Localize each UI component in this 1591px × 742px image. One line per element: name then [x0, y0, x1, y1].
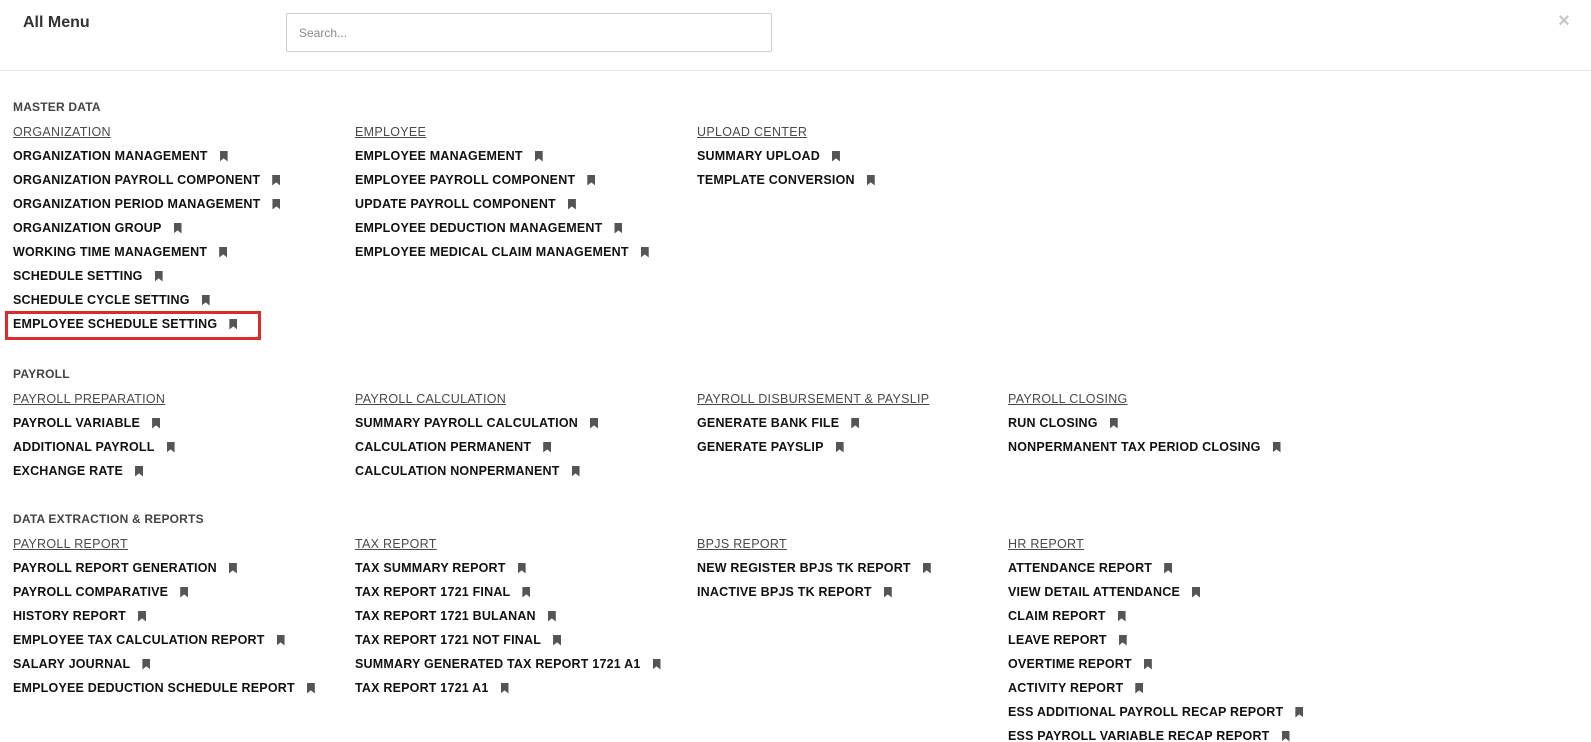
menu-item-template-conversion[interactable]: [697, 168, 1027, 192]
menu-item-label[interactable]: EMPLOYEE SCHEDULE SETTING: [13, 317, 218, 331]
bookmark-icon[interactable]: [138, 611, 146, 622]
menu-item-employee-management[interactable]: [355, 144, 685, 168]
menu-item-label[interactable]: TAX SUMMARY REPORT: [355, 561, 506, 575]
menu-item-employee-medical-claim-management[interactable]: [355, 240, 685, 264]
menu-item-label[interactable]: TAX REPORT 1721 A1: [355, 681, 489, 695]
category-link-payroll-calculation[interactable]: PAYROLL CALCULATION: [355, 392, 507, 406]
bookmark-icon[interactable]: [832, 151, 840, 162]
menu-item-payroll-variable[interactable]: [13, 411, 343, 435]
menu-item-label[interactable]: ADDITIONAL PAYROLL: [13, 440, 155, 454]
menu-item-label[interactable]: GENERATE PAYSLIP: [697, 440, 824, 454]
bookmark-icon[interactable]: [152, 418, 160, 429]
category-link-payroll-report[interactable]: PAYROLL REPORT: [13, 537, 128, 551]
category-link-employee[interactable]: EMPLOYEE: [355, 125, 427, 139]
bookmark-icon[interactable]: [1110, 418, 1118, 429]
menu-item-employee-payroll-component[interactable]: [355, 168, 685, 192]
menu-item-label[interactable]: SCHEDULE SETTING: [13, 269, 143, 283]
bookmark-icon[interactable]: [1282, 731, 1290, 742]
menu-item-label[interactable]: ORGANIZATION MANAGEMENT: [13, 149, 208, 163]
menu-item-inactive-bpjs-tk-report[interactable]: [697, 580, 1027, 604]
bookmark-icon[interactable]: [219, 247, 227, 258]
category-link-tax-report[interactable]: TAX REPORT: [355, 537, 437, 551]
menu-item-activity-report[interactable]: [1008, 676, 1338, 700]
bookmark-icon[interactable]: [590, 418, 598, 429]
section-title-payroll: PAYROLL: [13, 367, 70, 381]
menu-item-tax-report-1721-a1[interactable]: [355, 676, 685, 700]
menu-item-summary-generated-tax-report-1721-a1[interactable]: [355, 652, 685, 676]
bookmark-icon[interactable]: [1118, 611, 1126, 622]
bookmark-icon[interactable]: [1273, 442, 1281, 453]
menu-item-label[interactable]: GENERATE BANK FILE: [697, 416, 840, 430]
menu-column-payroll-report: [13, 532, 343, 700]
menu-item-summary-payroll-calculation[interactable]: [355, 411, 685, 435]
menu-item-ess-additional-payroll-recap-report[interactable]: [1008, 700, 1338, 724]
menu-item-label[interactable]: ORGANIZATION GROUP: [13, 221, 162, 235]
menu-item-summary-upload[interactable]: [697, 144, 1027, 168]
bookmark-icon[interactable]: [653, 659, 661, 670]
menu-item-employee-deduction-management[interactable]: [355, 216, 685, 240]
bookmark-icon[interactable]: [884, 587, 892, 598]
menu-item-ess-payroll-variable-recap-report[interactable]: [1008, 724, 1338, 742]
bookmark-icon[interactable]: [501, 683, 509, 694]
bookmark-icon[interactable]: [535, 151, 543, 162]
bookmark-icon[interactable]: [572, 466, 580, 477]
menu-item-schedule-setting[interactable]: [13, 264, 343, 288]
bookmark-icon[interactable]: [1192, 587, 1200, 598]
menu-item-label[interactable]: VIEW DETAIL ATTENDANCE: [1008, 585, 1180, 599]
bookmark-icon[interactable]: [614, 223, 622, 234]
menu-item-label[interactable]: TAX REPORT 1721 BULANAN: [355, 609, 536, 623]
close-icon[interactable]: ×: [1558, 10, 1570, 32]
bookmark-icon[interactable]: [522, 587, 530, 598]
bookmark-icon[interactable]: [923, 563, 931, 574]
menu-item-label[interactable]: ACTIVITY REPORT: [1008, 681, 1124, 695]
menu-item-label[interactable]: ATTENDANCE REPORT: [1008, 561, 1153, 575]
menu-item-nonpermanent-tax-period-closing[interactable]: [1008, 435, 1338, 459]
menu-item-label[interactable]: EMPLOYEE PAYROLL COMPONENT: [355, 173, 576, 187]
menu-item-employee-deduction-schedule-report[interactable]: [13, 676, 343, 700]
bookmark-icon[interactable]: [553, 635, 561, 646]
menu-item-label[interactable]: TEMPLATE CONVERSION: [697, 173, 855, 187]
menu-item-label[interactable]: OVERTIME REPORT: [1008, 657, 1132, 671]
menu-item-label[interactable]: SUMMARY UPLOAD: [697, 149, 820, 163]
menu-item-tax-summary-report[interactable]: [355, 556, 685, 580]
bookmark-icon[interactable]: [220, 151, 228, 162]
bookmark-icon[interactable]: [1295, 707, 1303, 718]
menu-item-label[interactable]: ORGANIZATION PERIOD MANAGEMENT: [13, 197, 261, 211]
bookmark-icon[interactable]: [836, 442, 844, 453]
menu-item-organization-group[interactable]: [13, 216, 343, 240]
category-link-payroll-disbursement-payslip[interactable]: PAYROLL DISBURSEMENT & PAYSLIP: [697, 392, 930, 406]
category-link-organization[interactable]: ORGANIZATION: [13, 125, 111, 139]
menu-item-label[interactable]: INACTIVE BPJS TK REPORT: [697, 585, 872, 599]
category-link-upload-center[interactable]: UPLOAD CENTER: [697, 125, 808, 139]
menu-item-label[interactable]: SUMMARY PAYROLL CALCULATION: [355, 416, 578, 430]
menu-item-payroll-comparative[interactable]: [13, 580, 343, 604]
menu-item-label[interactable]: ORGANIZATION PAYROLL COMPONENT: [13, 173, 261, 187]
bookmark-icon[interactable]: [272, 199, 280, 210]
bookmark-icon[interactable]: [155, 271, 163, 282]
menu-column-bpjs-report: [697, 532, 1027, 604]
menu-column-payroll-closing: [1008, 387, 1338, 459]
menu-item-tax-report-1721-bulanan[interactable]: [355, 604, 685, 628]
bookmark-icon[interactable]: [174, 223, 182, 234]
menu-column-employee: [355, 120, 685, 264]
menu-item-label[interactable]: WORKING TIME MANAGEMENT: [13, 245, 208, 259]
menu-item-label[interactable]: NONPERMANENT TAX PERIOD CLOSING: [1008, 440, 1261, 454]
menu-item-label[interactable]: SALARY JOURNAL: [13, 657, 131, 671]
menu-item-label[interactable]: TAX REPORT 1721 FINAL: [355, 585, 511, 599]
menu-column-tax-report: [355, 532, 685, 700]
bookmark-icon[interactable]: [1144, 659, 1152, 670]
menu-item-calculation-permanent[interactable]: [355, 435, 685, 459]
menu-item-employee-schedule-setting[interactable]: [13, 312, 343, 336]
menu-item-label[interactable]: EMPLOYEE TAX CALCULATION REPORT: [13, 633, 265, 647]
section-title-reports: DATA EXTRACTION & REPORTS: [13, 512, 204, 526]
menu-item-tax-report-1721-final[interactable]: [355, 580, 685, 604]
bookmark-icon[interactable]: [277, 635, 285, 646]
bookmark-icon[interactable]: [180, 587, 188, 598]
bookmark-icon[interactable]: [518, 563, 526, 574]
menu-item-employee-tax-calculation-report[interactable]: [13, 628, 343, 652]
menu-item-label[interactable]: CALCULATION PERMANENT: [355, 440, 532, 454]
bookmark-icon[interactable]: [167, 442, 175, 453]
menu-item-generate-bank-file[interactable]: [697, 411, 1027, 435]
menu-item-label[interactable]: SUMMARY GENERATED TAX REPORT 1721 A1: [355, 657, 641, 671]
menu-header: [0, 0, 1591, 71]
menu-column-payroll-preparation: [13, 387, 343, 483]
menu-item-label[interactable]: PAYROLL COMPARATIVE: [13, 585, 169, 599]
menu-item-label[interactable]: RUN CLOSING: [1008, 416, 1098, 430]
menu-item-new-register-bpjs-tk-report[interactable]: [697, 556, 1027, 580]
menu-item-calculation-nonpermanent[interactable]: [355, 459, 685, 483]
bookmark-icon[interactable]: [568, 199, 576, 210]
menu-item-organization-management[interactable]: [13, 144, 343, 168]
menu-item-label[interactable]: EMPLOYEE MANAGEMENT: [355, 149, 523, 163]
menu-item-claim-report[interactable]: [1008, 604, 1338, 628]
bookmark-icon[interactable]: [641, 247, 649, 258]
menu-column-organization: [13, 120, 343, 336]
bookmark-icon[interactable]: [548, 611, 556, 622]
menu-column-payroll-disbursement: [697, 387, 1027, 459]
menu-item-label[interactable]: PAYROLL VARIABLE: [13, 416, 141, 430]
menu-item-label[interactable]: CLAIM REPORT: [1008, 609, 1106, 623]
menu-item-label[interactable]: HISTORY REPORT: [13, 609, 127, 623]
menu-item-label[interactable]: ESS ADDITIONAL PAYROLL RECAP REPORT: [1008, 705, 1284, 719]
bookmark-icon[interactable]: [135, 466, 143, 477]
menu-item-tax-report-1721-not-final[interactable]: [355, 628, 685, 652]
menu-item-label[interactable]: UPDATE PAYROLL COMPONENT: [355, 197, 556, 211]
category-link-bpjs-report[interactable]: BPJS REPORT: [697, 537, 787, 551]
menu-item-update-payroll-component[interactable]: [355, 192, 685, 216]
menu-item-overtime-report[interactable]: [1008, 652, 1338, 676]
menu-item-run-closing[interactable]: [1008, 411, 1338, 435]
bookmark-icon[interactable]: [543, 442, 551, 453]
menu-item-attendance-report[interactable]: [1008, 556, 1338, 580]
menu-item-label[interactable]: CALCULATION NONPERMANENT: [355, 464, 560, 478]
menu-item-label[interactable]: NEW REGISTER BPJS TK REPORT: [697, 561, 911, 575]
bookmark-icon[interactable]: [851, 418, 859, 429]
section-title-master-data: MASTER DATA: [13, 100, 101, 114]
menu-item-working-time-management[interactable]: [13, 240, 343, 264]
menu-item-additional-payroll[interactable]: [13, 435, 343, 459]
category-link-hr-report[interactable]: HR REPORT: [1008, 537, 1085, 551]
bookmark-icon[interactable]: [1119, 635, 1127, 646]
menu-column-payroll-calculation: [355, 387, 685, 483]
search-input[interactable]: [286, 13, 772, 52]
menu-item-organization-period-management[interactable]: [13, 192, 343, 216]
menu-item-label[interactable]: EMPLOYEE MEDICAL CLAIM MANAGEMENT: [355, 245, 629, 259]
category-link-payroll-closing[interactable]: PAYROLL CLOSING: [1008, 392, 1128, 406]
bookmark-icon[interactable]: [229, 563, 237, 574]
menu-item-label[interactable]: PAYROLL REPORT GENERATION: [13, 561, 217, 575]
menu-item-label[interactable]: EMPLOYEE DEDUCTION MANAGEMENT: [355, 221, 603, 235]
bookmark-icon[interactable]: [1135, 683, 1143, 694]
menu-item-label[interactable]: EMPLOYEE DEDUCTION SCHEDULE REPORT: [13, 681, 295, 695]
bookmark-icon[interactable]: [307, 683, 315, 694]
menu-item-history-report[interactable]: [13, 604, 343, 628]
category-link-payroll-preparation[interactable]: PAYROLL PREPARATION: [13, 392, 166, 406]
menu-item-label[interactable]: SCHEDULE CYCLE SETTING: [13, 293, 190, 307]
menu-column-hr-report: [1008, 532, 1338, 742]
menu-item-organization-payroll-component[interactable]: [13, 168, 343, 192]
bookmark-icon[interactable]: [1164, 563, 1172, 574]
menu-item-salary-journal[interactable]: [13, 652, 343, 676]
menu-title: All Menu: [23, 14, 90, 31]
bookmark-icon[interactable]: [867, 175, 875, 186]
menu-item-label[interactable]: EXCHANGE RATE: [13, 464, 124, 478]
menu-item-label[interactable]: TAX REPORT 1721 NOT FINAL: [355, 633, 542, 647]
menu-column-upload-center: [697, 120, 1027, 192]
menu-item-view-detail-attendance[interactable]: [1008, 580, 1338, 604]
bookmark-icon[interactable]: [142, 659, 150, 670]
menu-item-schedule-cycle-setting[interactable]: [13, 288, 343, 312]
bookmark-icon[interactable]: [202, 295, 210, 306]
menu-item-leave-report[interactable]: [1008, 628, 1338, 652]
menu-item-label[interactable]: ESS PAYROLL VARIABLE RECAP REPORT: [1008, 729, 1270, 742]
menu-item-label[interactable]: LEAVE REPORT: [1008, 633, 1107, 647]
bookmark-icon[interactable]: [587, 175, 595, 186]
menu-item-exchange-rate[interactable]: [13, 459, 343, 483]
menu-item-generate-payslip[interactable]: [697, 435, 1027, 459]
bookmark-icon[interactable]: [272, 175, 280, 186]
menu-item-payroll-report-generation[interactable]: [13, 556, 343, 580]
bookmark-icon[interactable]: [229, 319, 237, 330]
